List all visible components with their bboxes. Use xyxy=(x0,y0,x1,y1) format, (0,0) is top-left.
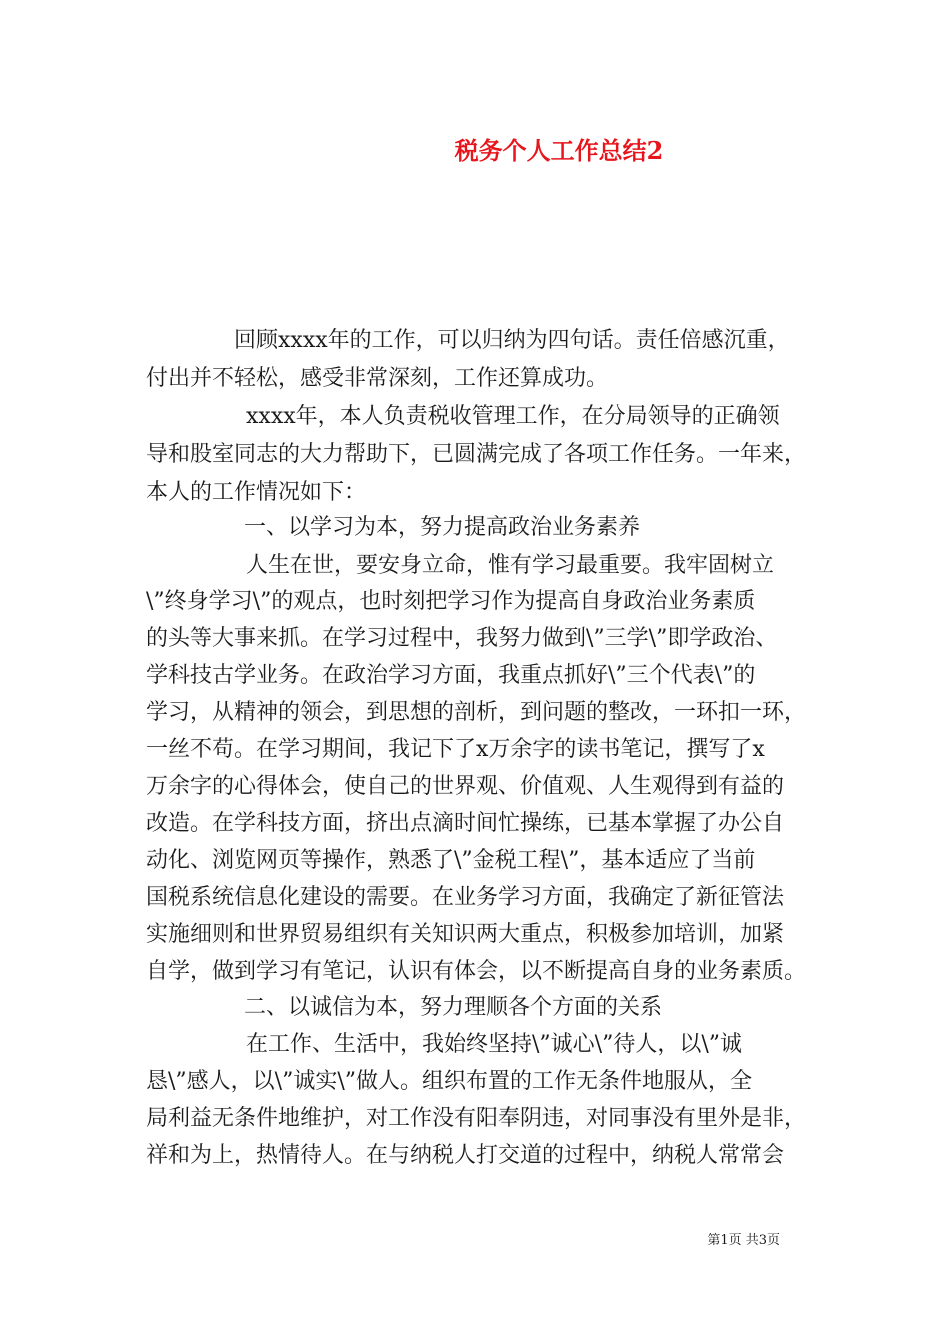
paragraph-line: 付出并不轻松，感受非常深刻，工作还算成功。 xyxy=(146,366,609,391)
paragraph-line: 祥和为上，热情待人。在与纳税人打交道的过程中，纳税人常常会 xyxy=(146,1143,785,1168)
paragraph-line: \”终身学习\”的观点，也时刻把学习作为提高自身政治业务素质 xyxy=(146,589,756,614)
section-heading: 一、以学习为本，努力提高政治业务素养 xyxy=(244,515,641,540)
paragraph-line: 本人的工作情况如下： xyxy=(146,480,367,505)
paragraph-line: 国税系统信息化建设的需要。在业务学习方面，我确定了新征管法 xyxy=(146,885,785,910)
paragraph-line: 自学，做到学习有笔记，认识有体会，以不断提高自身的业务素质。 xyxy=(146,959,807,984)
paragraph-line: 的头等大事来抓。在学习过程中，我努力做到\”三学\”即学政治、 xyxy=(146,626,778,651)
paragraph-line: 导和股室同志的大力帮助下，已圆满完成了各项工作任务。一年来， xyxy=(146,442,807,467)
paragraph-line: 在工作、生活中，我始终坚持\”诚心\”待人，以\”诚 xyxy=(246,1032,742,1057)
paragraph-line: 改造。在学科技方面，挤出点滴时间忙操练，已基本掌握了办公自 xyxy=(146,811,785,836)
paragraph-line: xxxx年，本人负责税收管理工作，在分局领导的正确领 xyxy=(246,404,780,429)
section-heading: 二、以诚信为本，努力理顺各个方面的关系 xyxy=(244,995,663,1020)
paragraph-line: 动化、浏览网页等操作，熟悉了\”金税工程\”，基本适应了当前 xyxy=(146,848,756,873)
paragraph-line: 一丝不苟。在学习期间，我记下了x万余字的读书笔记，撰写了x xyxy=(146,737,765,762)
paragraph-line: 局利益无条件地维护，对工作没有阳奉阴违，对同事没有里外是非， xyxy=(146,1106,807,1131)
paragraph-line: 人生在世，要安身立命，惟有学习最重要。我牢固树立 xyxy=(246,553,775,578)
document-title: 税务个人工作总结2 xyxy=(454,136,664,165)
paragraph-line: 万余字的心得体会，使自己的世界观、价值观、人生观得到有益的 xyxy=(146,774,785,799)
paragraph-line: 回顾xxxx年的工作，可以归纳为四句话。责任倍感沉重， xyxy=(234,328,790,353)
paragraph-line: 学科技古学业务。在政治学习方面，我重点抓好\”三个代表\”的 xyxy=(146,663,756,688)
paragraph-line: 学习，从精神的领会，到思想的剖析，到问题的整改，一环扣一环， xyxy=(146,700,807,725)
page-number-footer: 第1页 共3页 xyxy=(707,1233,780,1248)
paragraph-line: 恳\”感人，以\”诚实\”做人。组织布置的工作无条件地服从，全 xyxy=(146,1069,752,1094)
paragraph-line: 实施细则和世界贸易组织有关知识两大重点，积极参加培训，加紧 xyxy=(146,922,785,947)
